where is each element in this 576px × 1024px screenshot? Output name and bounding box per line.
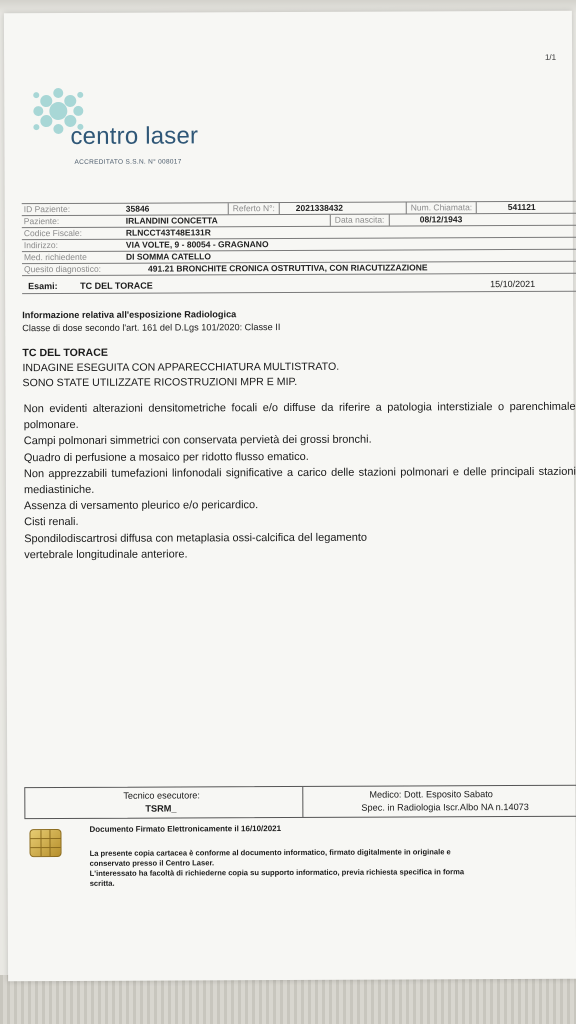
exam-name: TC DEL TORACE xyxy=(80,280,153,291)
paziente-value: IRLANDINI CONCETTA xyxy=(125,215,218,226)
smart-card-chip-icon xyxy=(29,829,61,857)
exam-label: Esami: xyxy=(28,281,58,292)
accreditation-number: ACCREDITATO S.S.N. N° 008017 xyxy=(74,158,182,166)
id-label: ID Paziente: xyxy=(23,203,71,215)
footer-line: La presente copia cartacea è conforme al documento informatico, firmato digitalmente in originale e xyxy=(89,847,451,858)
tecnico-label: Tecnico esecutore: xyxy=(123,790,200,801)
patient-table xyxy=(22,201,576,276)
finding-line: vertebrale longitudinale anteriore. xyxy=(24,548,188,561)
report-findings xyxy=(24,399,576,563)
report-intro-line: INDAGINE ESEGUITA CON APPARECCHIATURA MULTISTRATO. xyxy=(22,360,340,375)
specialization-line: Spec. in Radiologia Iscr.Albo NA n.14073 xyxy=(361,801,529,813)
finding-line: Cisti renali. xyxy=(24,516,79,529)
footer-line: conservato presso il Centro Laser. xyxy=(89,858,215,868)
quesito-label: Quesito diagnostico: xyxy=(23,263,102,275)
digital-signature-date: Documento Firmato Elettronicamente il 16/10/2021 xyxy=(89,824,282,834)
paziente-label: Paziente: xyxy=(23,216,60,227)
report-intro-line: SONO STATE UTILIZZATE RICOSTRUZIONI MPR E MIP. xyxy=(22,375,298,390)
exposure-text: Classe di dose secondo l'art. 161 del D.Lgs 101/2020: Classe II xyxy=(22,322,281,334)
finding-line: Campi polmonari simmetrici con conservata pervietà dei grossi bronchi. xyxy=(23,434,372,448)
finding-line: Assenza di versamento pleurico e/o pericardico. xyxy=(24,499,259,513)
nascita-value: 08/12/1943 xyxy=(419,214,463,225)
nascita-label: Data nascita: xyxy=(330,215,390,226)
quesito-value: 491.21 BRONCHITE CRONICA OSTRUTTIVA, CON RIACUTIZZAZIONE xyxy=(147,262,428,274)
indirizzo-label: Indirizzo: xyxy=(23,240,58,251)
cf-value: RLNCCT43T48E131R xyxy=(125,227,211,238)
patient-row-quesito xyxy=(22,262,576,276)
finding-line: Non apprezzabili tumefazioni linfonodali significative a carico delle stazioni polmonari e delle principali stazioni mediastiniche. xyxy=(23,465,576,497)
signature-divider xyxy=(302,787,303,817)
report-title: TC DEL TORACE xyxy=(22,346,108,360)
chiamata-label: Num. Chiamata: xyxy=(406,202,477,213)
tecnico-value: TSRM_ xyxy=(145,803,177,814)
exam-date: 15/10/2021 xyxy=(490,278,536,290)
finding-line: Quadro di perfusione a mosaico per ridotto flusso ematico. xyxy=(23,450,309,464)
exposure-title: Informazione relativa all'esposizione Radiologica xyxy=(22,309,237,321)
finding-line: Non evidenti alterazioni densitometriche focali e/o diffuse da riferire a patologia interstiziale o parenchimale polmonare. xyxy=(23,400,576,432)
footer-line: L'interessato ha facoltà di richiederne copia su supporto informatico, previa richiesta specifica in forma xyxy=(89,867,465,878)
medico-label: Med. richiedente xyxy=(23,251,87,263)
report-sheet xyxy=(4,11,576,981)
medico-signature: Medico: Dott. Esposito Sabato xyxy=(369,789,493,800)
page-number: 1/1 xyxy=(544,52,557,62)
medico-value: DI SOMMA CATELLO xyxy=(125,251,211,262)
chiamata-value: 541121 xyxy=(507,201,536,213)
logo-text: centro laser xyxy=(70,122,199,150)
exam-row xyxy=(22,277,576,294)
signature-box xyxy=(24,785,576,819)
referto-label: Referto N°: xyxy=(228,203,280,214)
table-surface xyxy=(0,975,576,1024)
referto-value: 2021338432 xyxy=(295,202,344,213)
cf-label: Codice Fiscale: xyxy=(23,227,82,239)
finding-line: Spondilodiscartrosi diffusa con metaplasia ossi-calcifica del legamento xyxy=(24,531,368,545)
footer-line: scritta. xyxy=(89,878,115,888)
id-value: 35846 xyxy=(125,203,150,214)
indirizzo-value: VIA VOLTE, 9 - 80054 - GRAGNANO xyxy=(125,239,269,250)
